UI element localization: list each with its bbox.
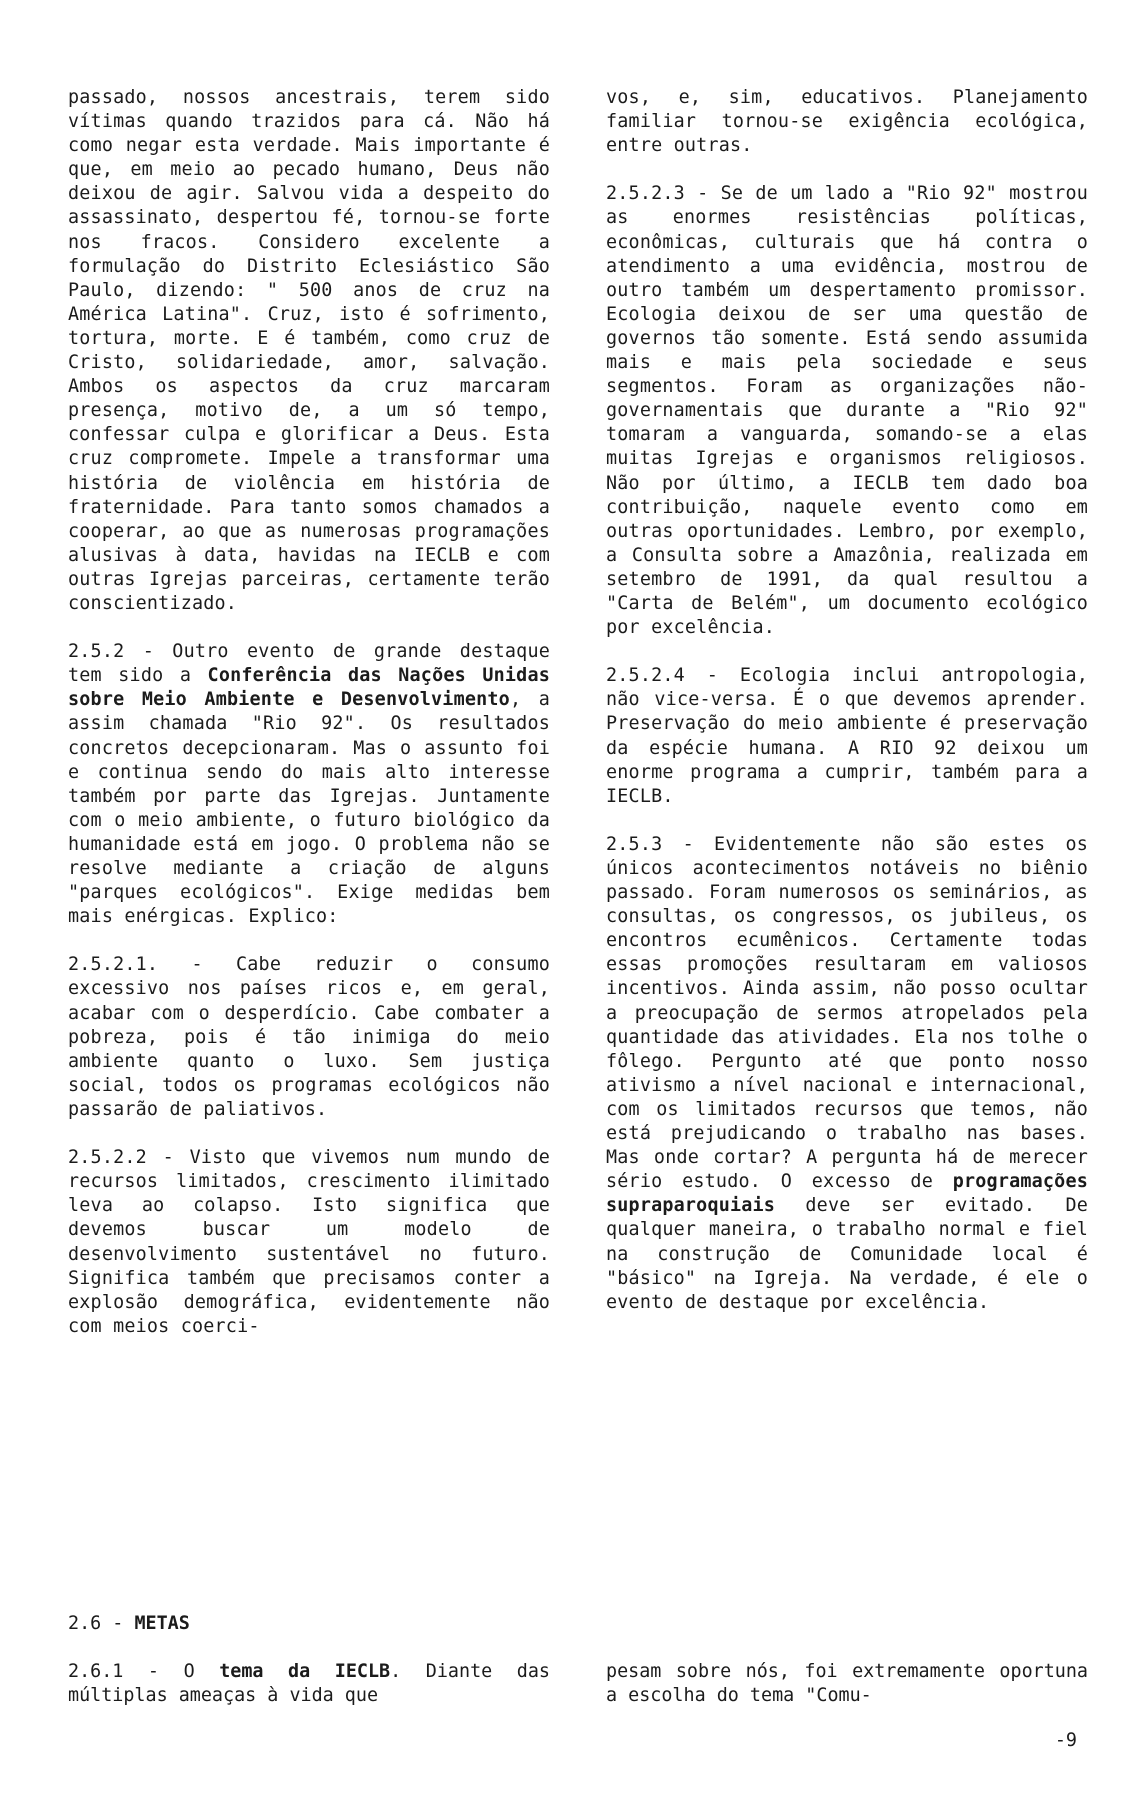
paragraph-2-5-2-2: 2.5.2.2 - Visto que vivemos num mundo de recursos limitados, crescimento ilimitado leva ao colapso. Isto significa que devemos buscar um modelo de desenvolvimento sustentável no futuro. Significa também que precisamos conter a explosão demográfica, evidentemente não com meios coerci- bbox=[68, 1147, 550, 1337]
paragraph-rio92-conference bbox=[68, 640, 550, 929]
paragraph-2-5-2-1: 2.5.2.1. - Cabe reduzir o consumo excessivo nos países ricos e, em geral, acabar com o desperdício. Cabe combater a pobreza, pois é tão inimiga do meio ambiente quanto o luxo. Sem justiça social, todos os programas ecológicos não passarão de paliativos. bbox=[68, 954, 550, 1120]
paragraph-text: . Diante das múltiplas ameaças à vida que bbox=[68, 1661, 550, 1707]
bold-tema: tema da IECLB bbox=[219, 1661, 391, 1682]
paragraph-2-6-1-continued: pesam sobre nós, foi extremamente oportuna a escolha do tema "Comu- bbox=[606, 1661, 1088, 1707]
paragraph-text: 2.5.2 - Outro evento de grande destaque tem sido a bbox=[68, 641, 550, 687]
page-number: -9 bbox=[1054, 1730, 1077, 1751]
paragraph-2-5-2-4: 2.5.2.4 - Ecologia inclui antropologia, não vice-versa. É o que devemos aprender. Preservação do meio ambiente é preservação da espécie humana. A RIO 92 deixou um enorme programa a cumprir, também para a IECLB. bbox=[606, 665, 1088, 807]
bold-conference-name: Conferência das Nações Unidas sobre Meio Ambiente e Desenvolvimento bbox=[68, 665, 550, 711]
paragraph-text: deve ser evitado. De qualquer maneira, o trabalho normal e fiel na construção de Comunidade local é "básico" na Igreja. Na verdade, é ele o evento de destaque por excelência. bbox=[606, 1195, 1088, 1313]
section-number: 2.6 - bbox=[68, 1613, 135, 1634]
paragraph-2-5-3 bbox=[606, 833, 1088, 1315]
right-column bbox=[606, 86, 1088, 1315]
paragraph-ancestors: passado, nossos ancestrais, terem sido vítimas quando trazidos para cá. Não há como negar esta verdade. Mais importante é que, em meio ao pecado humano, Deus não deixou de agir. Salvou vida a despeito do assassinato, despertou fé, tornou-se forte nos fracos. Considero excelente a formulação do Distrito Eclesiástico São Paulo, dizendo: " 500 anos de cruz na América Latina". Cruz, isto é sofrimento, tortura, morte. E é também, como cruz de Cristo, solidariedade, amor, salvação. Ambos os aspectos da cruz marcaram presença, motivo de, a um só tempo, confessar culpa e glorificar a Deus. Esta cruz compromete. Impele a transformar uma história de violência em história de fraternidade. Para tanto somos chamados a cooperar, ao que as numerosas programações alusivas à data, havidas na IECLB e com outras Igrejas parceiras, certamente terão conscientizado. bbox=[68, 87, 550, 614]
paragraph-text: 2.6.1 - O bbox=[68, 1661, 220, 1682]
paragraph-2-5-2-3: 2.5.2.3 - Se de um lado a "Rio 92" mostrou as enormes resistências políticas, econômicas, culturais que há contra o atendimento a uma evidência, mostrou de outro também um despertamento promissor. Ecologia deixou de ser uma questão de governos tão somente. Está sendo assumida mais e mais pela sociedade e seus segmentos. Foram as organizações não-governamentais que durante a "Rio 92" tomaram a vanguarda, somando-se a elas muitas Igrejas e organismos religiosos. Não por último, a IECLB tem dado boa contribuição, naquele evento como em outras oportunidades. Lembro, por exemplo, a Consulta sobre a Amazônia, realizada em setembro de 1991, da qual resultou a "Carta de Belém", um documento ecológico por excelência. bbox=[606, 183, 1088, 639]
left-column bbox=[68, 86, 550, 1339]
paragraph-text: 2.5.3 - Evidentemente não são estes os únicos acontecimentos notáveis no biênio passado. Foram numerosos os seminários, as consultas, os congressos, os jubileus, os encontros ecumênicos. Certamente todas essas promoções resultaram em valiosos incentivos. Ainda assim, não posso ocultar a preocupação de sermos atropelados pela quantidade das atividades. Ela nos tolhe o fôlego. Pergunto até que ponto nosso ativismo a nível nacional e internacional, com os limitados recursos que temos, não está prejudicando o trabalho nas bases. Mas onde cortar? A pergunta há de merecer sério estudo. O excesso de bbox=[606, 833, 1088, 1193]
section-heading-metas bbox=[68, 1612, 190, 1636]
paragraph-2-6-1 bbox=[68, 1660, 550, 1708]
bold-programacoes: programações supraparoquiais bbox=[606, 1171, 1088, 1217]
paragraph-continuation: vos, e, sim, educativos. Planejamento familiar tornou-se exigência ecológica, entre outras. bbox=[606, 87, 1088, 157]
paragraph-text: , a assim chamada "Rio 92". Os resultados concretos decepcionaram. Mas o assunto foi e continua sendo do mais alto interesse também por parte das Igrejas. Juntamente com o meio ambiente, o futuro biológico da humanidade está em jogo. O problema não se resolve mediante a criação de alguns "parques ecológicos". Exige medidas bem mais enérgicas. Explico: bbox=[68, 689, 550, 928]
section-title: METAS bbox=[134, 1613, 190, 1634]
